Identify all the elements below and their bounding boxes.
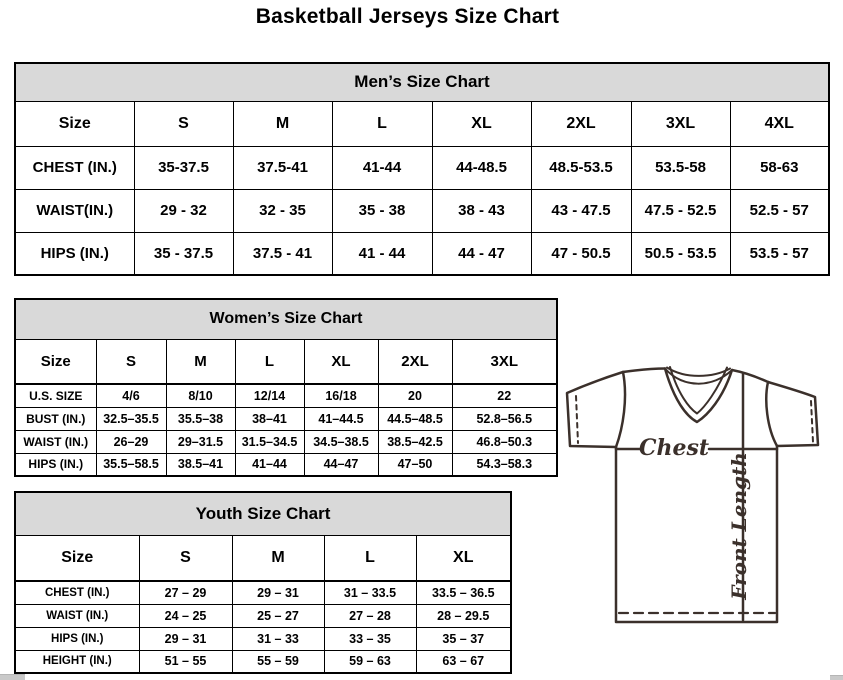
men-column-header-l: L: [332, 101, 432, 146]
youth-table-row: [15, 627, 511, 650]
men-cell: 35-37.5: [134, 146, 233, 189]
men-cell: 41-44: [332, 146, 432, 189]
jersey-left-sleeve-seam: [616, 372, 625, 447]
jersey-right-cuff-dashed-line: [811, 401, 813, 442]
women-cell: 12/14: [235, 384, 304, 407]
women-cell: 31.5–34.5: [235, 430, 304, 453]
womens-size-table: [14, 298, 558, 477]
youth-column-header-xl: XL: [416, 535, 511, 581]
youth-row-label: HIPS (IN.): [15, 627, 139, 650]
youth-cell: 63 – 67: [416, 650, 511, 673]
jersey-right-shoulder: [732, 370, 768, 382]
jersey-collar-back-arc-shallow: [667, 368, 730, 376]
women-cell: 32.5–35.5: [96, 407, 166, 430]
women-table-row: [15, 384, 557, 407]
men-cell: 58-63: [730, 146, 829, 189]
women-cell: 38–41: [235, 407, 304, 430]
men-cell: 53.5-58: [631, 146, 730, 189]
women-cell: 44–47: [304, 453, 378, 476]
women-cell: 29–31.5: [166, 430, 235, 453]
men-cell: 35 - 38: [332, 189, 432, 232]
men-column-header-2xl: 2XL: [531, 101, 631, 146]
youth-table-row: [15, 650, 511, 673]
men-cell: 47 - 50.5: [531, 232, 631, 275]
men-column-header-4xl: 4XL: [730, 101, 829, 146]
youth-cell: 31 – 33.5: [324, 581, 416, 604]
men-table-row: [15, 146, 829, 189]
scrollbar-fragment-right[interactable]: [830, 675, 843, 680]
women-table-row: [15, 430, 557, 453]
men-cell: 43 - 47.5: [531, 189, 631, 232]
men-section-title: Men’s Size Chart: [15, 63, 829, 101]
youth-cell: 33 – 35: [324, 627, 416, 650]
women-row-label: BUST (IN.): [15, 407, 96, 430]
women-cell: 54.3–58.3: [452, 453, 557, 476]
youth-cell: 24 – 25: [139, 604, 232, 627]
men-table-row: [15, 232, 829, 275]
page-title: Basketball Jerseys Size Chart: [255, 5, 560, 28]
men-column-header-s: S: [134, 101, 233, 146]
women-cell: 26–29: [96, 430, 166, 453]
women-cell: 22: [452, 384, 557, 407]
youth-cell: 55 – 59: [232, 650, 324, 673]
women-table-row: [15, 407, 557, 430]
men-cell: 44 - 47: [432, 232, 531, 275]
women-cell: 35.5–58.5: [96, 453, 166, 476]
men-cell: 53.5 - 57: [730, 232, 829, 275]
women-column-header-2xl: 2XL: [378, 339, 452, 384]
youth-cell: 28 – 29.5: [416, 604, 511, 627]
youth-cell: 25 – 27: [232, 604, 324, 627]
women-cell: 35.5–38: [166, 407, 235, 430]
youth-column-header-l: L: [324, 535, 416, 581]
men-cell: 44-48.5: [432, 146, 531, 189]
youth-row-label: WAIST (IN.): [15, 604, 139, 627]
men-cell: 37.5 - 41: [233, 232, 332, 275]
men-column-header-3xl: 3XL: [631, 101, 730, 146]
mens-size-table: [14, 62, 830, 276]
youth-cell: 59 – 63: [324, 650, 416, 673]
jersey-measurement-diagram: [557, 358, 840, 624]
women-section-title: Women’s Size Chart: [15, 299, 557, 339]
women-cell: 4/6: [96, 384, 166, 407]
women-table-row: [15, 453, 557, 476]
women-cell: 38.5–42.5: [378, 430, 452, 453]
youth-cell: 29 – 31: [139, 627, 232, 650]
women-row-label: WAIST (IN.): [15, 430, 96, 453]
men-column-header-size: Size: [15, 101, 134, 146]
men-row-label: CHEST (IN.): [15, 146, 134, 189]
women-cell: 20: [378, 384, 452, 407]
women-column-header-size: Size: [15, 339, 96, 384]
jersey-diagram-svg: [557, 358, 840, 624]
women-cell: 8/10: [166, 384, 235, 407]
men-cell: 47.5 - 52.5: [631, 189, 730, 232]
women-cell: 41–44: [235, 453, 304, 476]
women-column-header-s: S: [96, 339, 166, 384]
youth-table-row: [15, 604, 511, 627]
men-column-header-xl: XL: [432, 101, 531, 146]
men-cell: 38 - 43: [432, 189, 531, 232]
men-cell: 35 - 37.5: [134, 232, 233, 275]
men-cell: 52.5 - 57: [730, 189, 829, 232]
women-row-label: HIPS (IN.): [15, 453, 96, 476]
men-cell: 29 - 32: [134, 189, 233, 232]
youth-size-table: [14, 491, 512, 674]
men-cell: 48.5-53.5: [531, 146, 631, 189]
men-row-label: WAIST(IN.): [15, 189, 134, 232]
youth-section-title: Youth Size Chart: [15, 492, 511, 535]
youth-table-row: [15, 581, 511, 604]
women-row-label: U.S. SIZE: [15, 384, 96, 407]
youth-cell: 51 – 55: [139, 650, 232, 673]
jersey-left-cuff-dashed-line: [576, 396, 578, 443]
jersey-left-sleeve: [567, 372, 623, 447]
women-cell: 52.8–56.5: [452, 407, 557, 430]
women-cell: 34.5–38.5: [304, 430, 378, 453]
youth-column-header-s: S: [139, 535, 232, 581]
men-cell: 50.5 - 53.5: [631, 232, 730, 275]
women-column-header-l: L: [235, 339, 304, 384]
men-cell: 32 - 35: [233, 189, 332, 232]
youth-cell: 31 – 33: [232, 627, 324, 650]
men-row-label: HIPS (IN.): [15, 232, 134, 275]
men-column-header-m: M: [233, 101, 332, 146]
youth-column-header-m: M: [232, 535, 324, 581]
jersey-body-outline: [616, 446, 777, 622]
chest-label: Chest: [639, 435, 710, 461]
women-cell: 46.8–50.3: [452, 430, 557, 453]
youth-cell: 35 – 37: [416, 627, 511, 650]
scrollbar-fragment-left[interactable]: [0, 674, 25, 680]
women-cell: 47–50: [378, 453, 452, 476]
youth-column-header-size: Size: [15, 535, 139, 581]
women-column-header-xl: XL: [304, 339, 378, 384]
women-cell: 41–44.5: [304, 407, 378, 430]
women-cell: 38.5–41: [166, 453, 235, 476]
women-cell: 16/18: [304, 384, 378, 407]
youth-cell: 27 – 29: [139, 581, 232, 604]
men-cell: 37.5-41: [233, 146, 332, 189]
men-cell: 41 - 44: [332, 232, 432, 275]
youth-cell: 33.5 – 36.5: [416, 581, 511, 604]
women-column-header-m: M: [166, 339, 235, 384]
youth-cell: 27 – 28: [324, 604, 416, 627]
women-column-header-3xl: 3XL: [452, 339, 557, 384]
youth-row-label: HEIGHT (IN.): [15, 650, 139, 673]
youth-row-label: CHEST (IN.): [15, 581, 139, 604]
front-length-label: Front Length: [727, 452, 751, 600]
jersey-right-sleeve: [768, 382, 818, 446]
men-table-row: [15, 189, 829, 232]
women-cell: 44.5–48.5: [378, 407, 452, 430]
youth-cell: 29 – 31: [232, 581, 324, 604]
jersey-left-shoulder: [623, 369, 665, 373]
jersey-right-sleeve-seam: [766, 382, 777, 446]
